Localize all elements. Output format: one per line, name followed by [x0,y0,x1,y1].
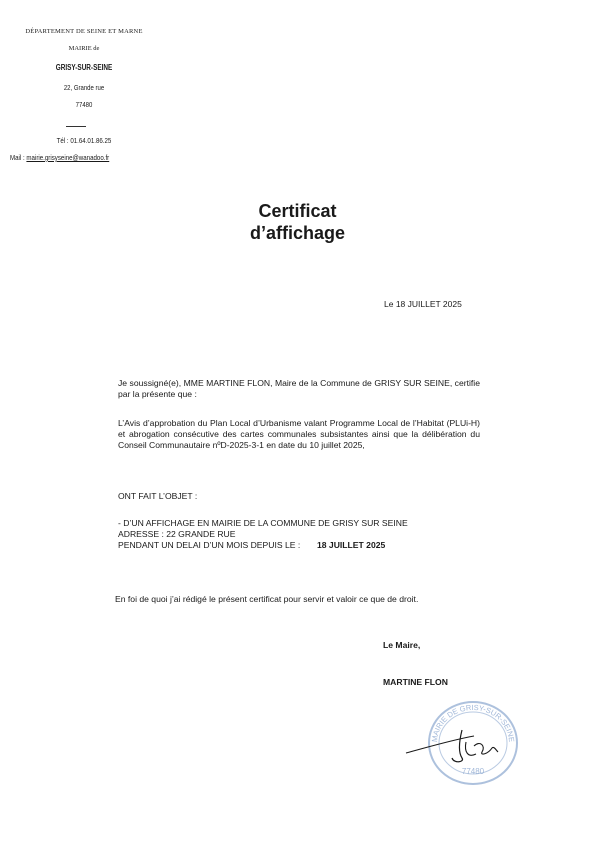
mail-link[interactable]: mairie.grisyseine@wanadoo.fr [26,153,110,162]
title-line-2: d’affichage [249,223,346,243]
stamp-zip: 77480 [461,767,485,776]
handwritten-signature [402,720,512,780]
signatory-title: Le Maire, [383,640,421,650]
signatory-name: MARTINE FLON [383,677,448,687]
letterhead-department: DÉPARTEMENT DE SEINE ET MARNE [25,28,143,35]
paragraph-subject: L’Avis d’approbation du Plan Local d’Urbanisme valant Programme Local de l’Habitat (PLUi-H) et abrogation consécutive des cartes communales subsistantes ainsi que la délibération du Conseil Communautaire nºD-2025-3-1 en date du 10 juillet 2025, [118,418,480,450]
date-line: Le 18 JUILLET 2025 [384,299,462,309]
posting-period-label: PENDANT UN DELAI D’UN MOIS DEPUIS LE : [118,540,301,550]
letterhead-street: 22, Grande rue [63,83,105,92]
stamp-text: MAIRIE DE GRISY-SUR-SEINE [429,702,517,743]
paragraph-heading: ONT FAIT L’OBJET : [118,491,198,501]
letterhead-zip: 77480 [75,100,93,109]
paragraph-declarant: Je soussigné(e), MME MARTINE FLON, Maire de la Commune de GRISY SUR SEINE, certifie par la présente que : [118,378,480,399]
title-line-1: Certificat [258,201,337,221]
posting-line-3 [118,540,480,551]
posting-line-1: - D’UN AFFICHAGE EN MAIRIE DE LA COMMUNE DE GRISY SUR SEINE [118,518,408,528]
document-title [0,200,595,244]
closing-statement: En foi de quoi j’ai rédigé le présent certificat pour servir et valoir ce que de droit. [115,594,419,604]
letterhead-mail [10,153,109,162]
letterhead-divider [66,126,86,127]
posting-line-2: ADRESSE : 22 GRANDE RUE [118,529,236,539]
letterhead-mairie: MAIRIE de [68,45,100,52]
letterhead-phone: Tél : 01.64.01.86.25 [56,136,112,145]
mail-label: Mail : [10,153,27,162]
posting-date: 18 JUILLET 2025 [316,540,386,550]
letterhead-commune: GRISY-SUR-SEINE [55,63,113,72]
posting-details [118,518,480,551]
